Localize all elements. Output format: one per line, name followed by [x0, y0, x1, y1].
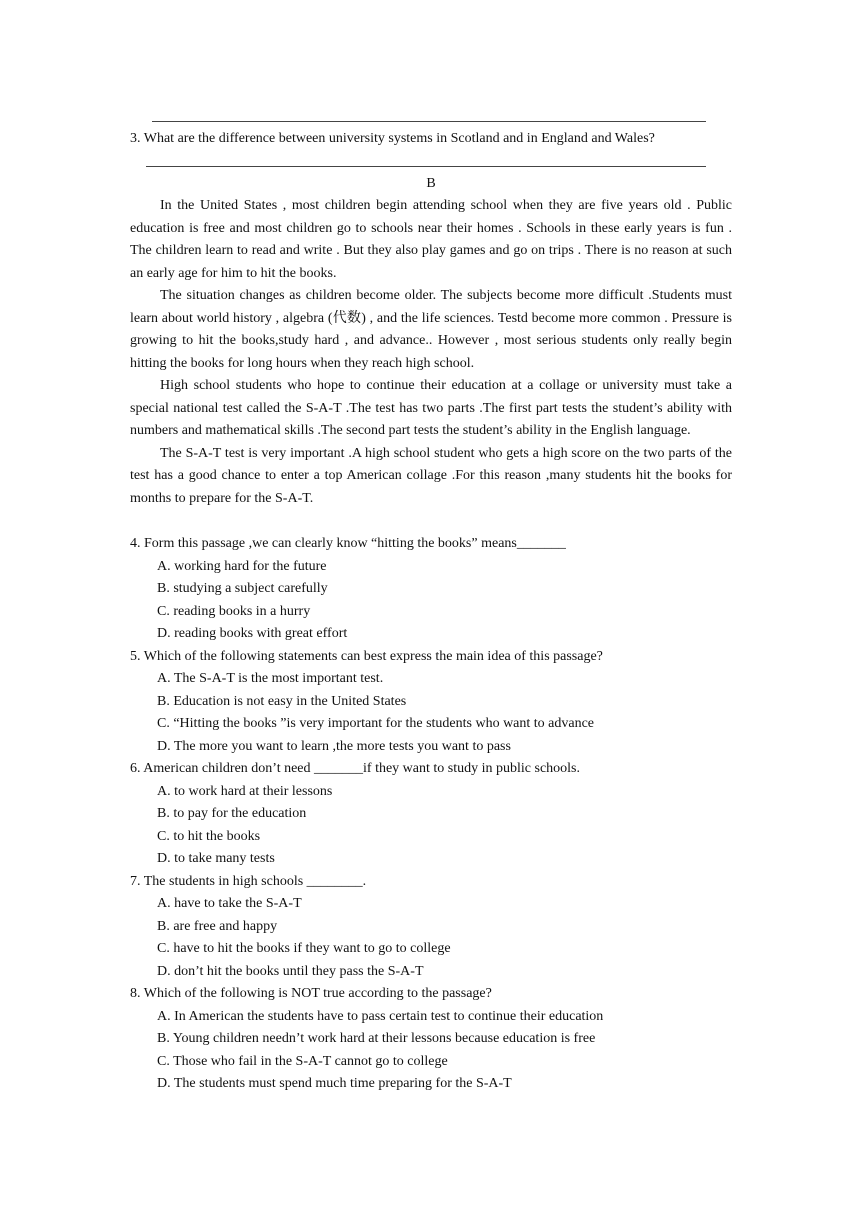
question-6 — [130, 758, 732, 871]
answer-option: A. to work hard at their lessons — [157, 783, 333, 799]
answer-line-q3 — [146, 166, 706, 167]
answer-option: B. to pay for the education — [157, 806, 307, 821]
answer-option: A. have to take the S-A-T — [157, 896, 302, 911]
answer-option: B. studying a subject carefully — [157, 581, 328, 596]
answer-option: A. working hard for the future — [157, 558, 327, 574]
answer-option: C. reading books in a hurry — [157, 603, 311, 619]
answer-option: B. Education is not easy in the United States — [157, 693, 407, 709]
passage-paragraph-4: The S-A-T test is very important .A high school student who gets a high score on the two parts of the test has a good chance to enter a top American collage .For this reason ,many students hit the books for months to prepare for the S-A-T. — [130, 445, 732, 506]
question-stem: 5. Which of the following statements can best express the main idea of this passage? — [130, 648, 603, 664]
answer-option: C. Those who fail in the S-A-T cannot go to college — [157, 1053, 448, 1069]
answer-option: D. don’t hit the books until they pass the S-A-T — [157, 963, 424, 979]
question-stem: 4. Form this passage ,we can clearly know “hitting the books” means_______ — [130, 536, 566, 551]
question-stem: 6. American children don’t need _______if they want to study in public schools. — [130, 761, 580, 776]
passage-paragraph-3: High school students who hope to continue their education at a collage or university must take a special national test called the S-A-T .The test has two parts .The first part tests the student’s ability with numbers and mathematical skills .The second part tests the student’s ability in the English language. — [130, 378, 732, 438]
question-5 — [130, 646, 732, 759]
question-4 — [130, 533, 732, 646]
question-8 — [130, 983, 732, 1096]
answer-option: B. Young children needn’t work hard at their lessons because education is free — [157, 1031, 596, 1046]
answer-option: D. to take many tests — [157, 851, 275, 866]
passage-paragraph-1: In the United States , most children begin attending school when they are five years old . Public education is free and most children go to schools near their homes . Schools in these early years is fun . The children learn to read and write . But they also play games and go on trips . There is no reason at such an early age for him to hit the books. — [130, 198, 732, 281]
answer-option: D. The more you want to learn ,the more tests you want to pass — [157, 738, 511, 754]
answer-option: A. The S-A-T is the most important test. — [157, 671, 384, 686]
reading-passage — [130, 195, 732, 510]
answer-option: C. “Hitting the books ”is very important for the students who want to advance — [157, 716, 595, 731]
answer-option: C. have to hit the books if they want to go to college — [157, 941, 451, 956]
answer-option: B. are free and happy — [157, 918, 278, 934]
answer-line-q2 — [152, 121, 706, 122]
section-heading-b: B — [426, 176, 436, 191]
question-7 — [130, 871, 732, 984]
question-stem: 8. Which of the following is NOT true according to the passage? — [130, 986, 492, 1001]
answer-option: C. to hit the books — [157, 828, 261, 844]
passage-paragraph-2: The situation changes as children become older. The subjects become more difficult .Students must learn about world history , algebra (代数) , and the life sciences. Testd become more common . Pressure is growing to hit the books,study hard , and advance.. However , most serious students only really begin hitting the books for long hours when they reach high school. — [130, 288, 732, 371]
question-list — [130, 533, 732, 1096]
answer-option: D. The students must spend much time preparing for the S-A-T — [157, 1076, 512, 1091]
answer-option: D. reading books with great effort — [157, 626, 348, 641]
question-3: 3. What are the difference between university systems in Scotland and in England and Wales? — [130, 131, 655, 146]
answer-option: A. In American the students have to pass certain test to continue their education — [157, 1008, 604, 1024]
question-stem: 7. The students in high schools ________. — [130, 873, 367, 889]
